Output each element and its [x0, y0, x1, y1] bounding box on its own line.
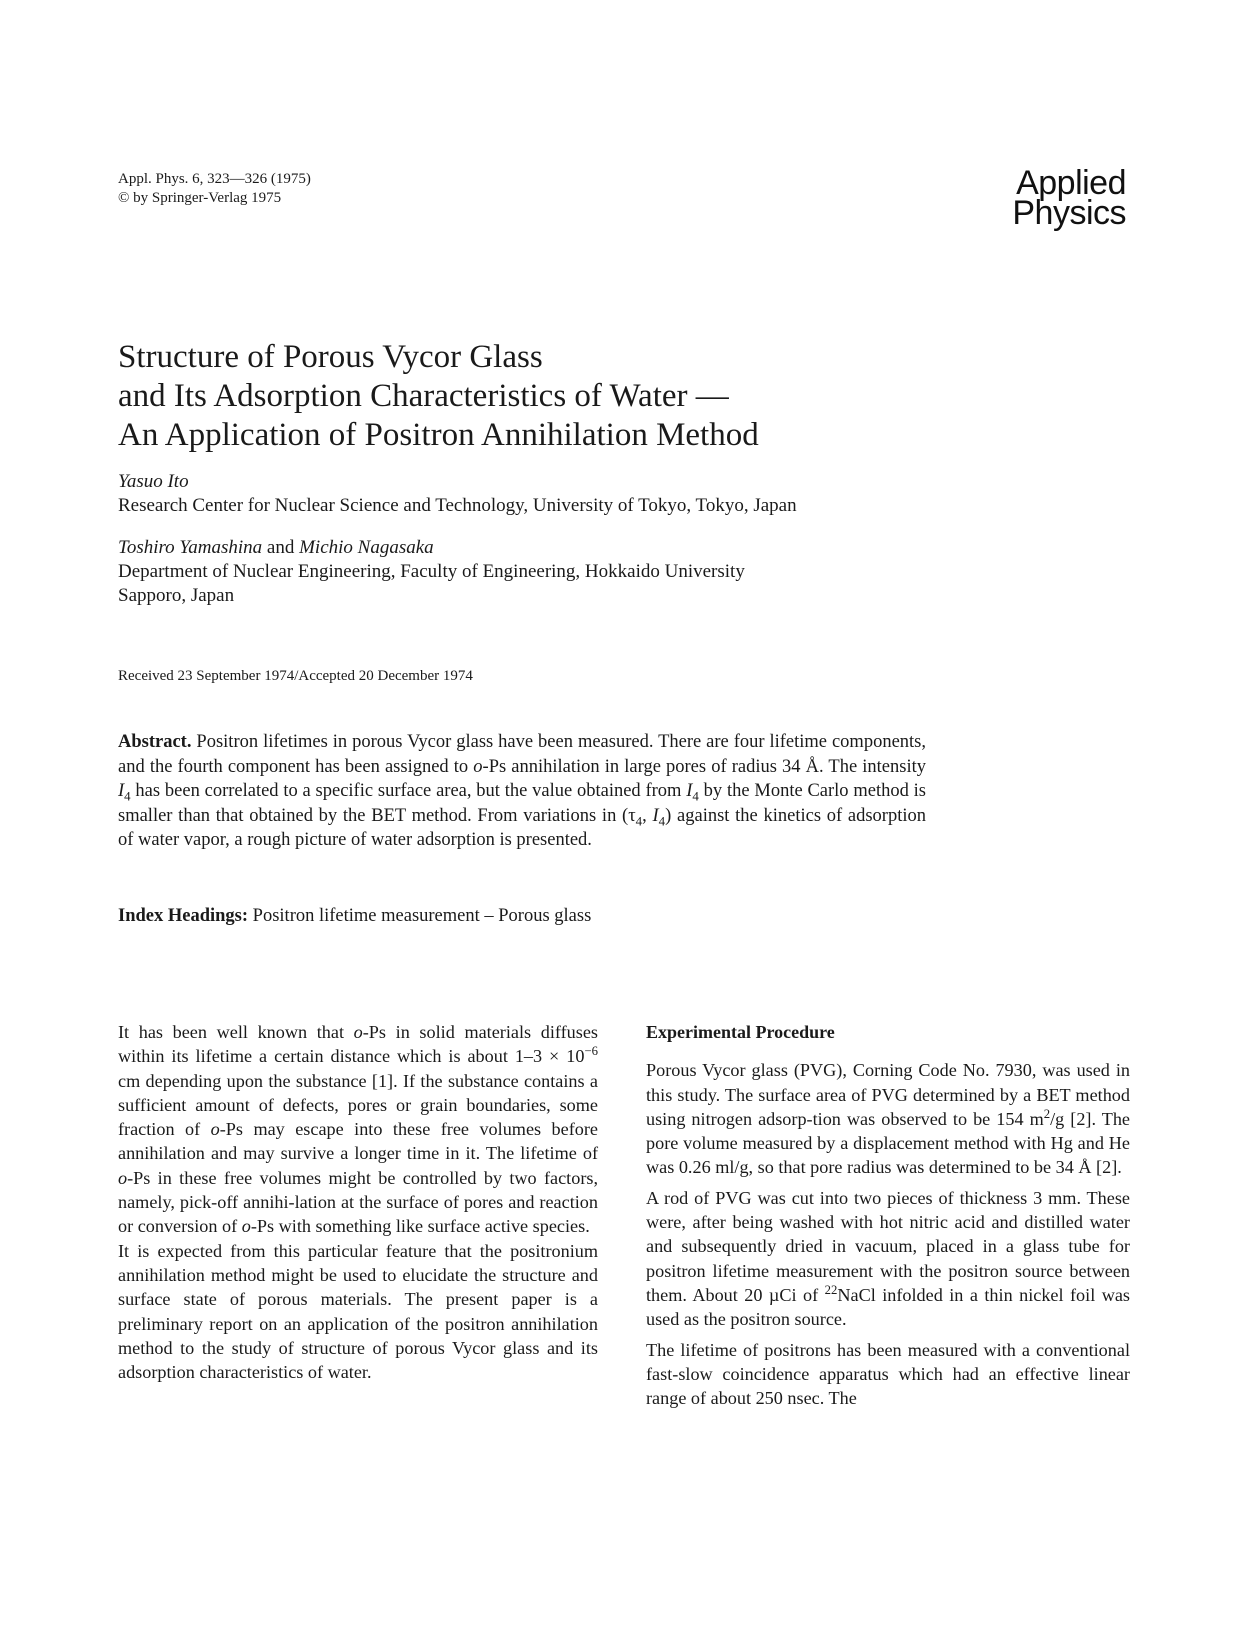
abstract-subscript: 4 [124, 788, 131, 804]
author-conjunction: and [262, 537, 300, 558]
abstract-text: , [642, 805, 653, 826]
body-right-column [646, 1020, 1130, 1416]
title-line: An Application of Positron Annihilation Method [118, 417, 759, 453]
abstract-italic: o [473, 756, 483, 777]
body-left-column [118, 1020, 598, 1384]
author-group-2 [118, 536, 797, 608]
abstract-symbol: I [686, 781, 693, 801]
paper-title [118, 338, 759, 455]
body-paragraph [646, 1186, 1130, 1332]
abstract-text: ) against the kinetics of adsorption of water vapor, a rough picture of water adsorption is presented. [118, 805, 926, 850]
author-name: Yasuo Ito [118, 471, 189, 492]
abstract-subscript: 4 [658, 813, 666, 829]
body-superscript: 22 [824, 1282, 838, 1297]
index-text: Positron lifetime measurement – Porous glass [248, 906, 592, 926]
author-affiliation: Sapporo, Japan [118, 585, 235, 606]
index-headings [118, 906, 591, 927]
abstract-label: Abstract. [118, 732, 192, 752]
journal-logo-line1: Applied [1016, 164, 1126, 202]
journal-logo [1012, 164, 1126, 232]
abstract-subscript: 4 [635, 813, 643, 829]
body-italic: o [353, 1022, 363, 1042]
received-date: Received 23 September 1974/Accepted 20 December 1974 [118, 668, 473, 684]
citation-line: Appl. Phys. 6, 323—326 (1975) [118, 171, 311, 187]
abstract-text: Positron lifetimes in porous Vycor glass have been measured. There are four lifetime components, and the fourth component has been assigned to [118, 732, 926, 777]
abstract-text: has been correlated to a specific surface area, but the value obtained from [130, 781, 687, 801]
author-name: Michio Nagasaka [299, 537, 434, 558]
author-names [118, 536, 797, 560]
abstract-symbol: I [118, 781, 125, 801]
body-text: -Ps with something like surface active species. [250, 1216, 590, 1237]
body-text: /g [2]. The pore volume measured by a displacement method with Hg and He was 0.26 ml/g, so that pore radius was determined to be 34 Å [2]. [646, 1108, 1130, 1178]
copyright-line: © by Springer-Verlag 1975 [118, 190, 282, 206]
body-text: A rod of PVG was cut into two pieces of thickness 3 mm. These were, after being washed with hot nitric acid and distilled water and subsequently dried in vacuum, placed in a glass tube for positron lifetime measurement with the positron source between them. About 20 µCi of [646, 1187, 1130, 1305]
journal-logo-line2: Physics [1012, 194, 1126, 232]
body-text: -Ps may escape into these free volumes before annihilation and may survive a longer time in it. The lifetime of [118, 1119, 599, 1164]
author-name: Toshiro Yamashina [118, 537, 263, 558]
author-affiliation: Department of Nuclear Engineering, Faculty of Engineering, Hokkaido University [118, 561, 745, 582]
authors [118, 470, 797, 626]
body-text: Porous Vycor glass (PVG), Corning Code No. 7930, was used in this study. The surface area of PVG determined by a BET method using nitrogen adsorp-tion was observed to be 154 m [646, 1060, 1130, 1129]
author-group-1 [118, 470, 797, 518]
abstract-text: -Ps annihilation in large pores of radius 34 Å. The intensity [482, 756, 926, 777]
body-italic: o [210, 1119, 220, 1140]
body-text: -Ps in solid materials diffuses within its lifetime a certain distance which is about 1–3 × 10 [118, 1022, 599, 1067]
author-affiliation: Research Center for Nuclear Science and Technology, University of Tokyo, Tokyo, Japan [118, 495, 797, 516]
body-paragraph: The lifetime of positrons has been measured with a conventional fast-slow coincidence apparatus which had an effective linear range of about 250 nsec. The [646, 1339, 1130, 1409]
title-line: Structure of Porous Vycor Glass [118, 339, 543, 375]
index-label: Index Headings: [118, 906, 249, 926]
abstract-subscript: 4 [692, 788, 699, 804]
body-paragraph [118, 1020, 598, 1239]
body-text: cm depending upon the substance [1]. If the substance contains a sufficient amount of defects, pores or grain boundaries, some fraction of [118, 1070, 598, 1140]
abstract-symbol: I [652, 805, 659, 826]
citation [118, 170, 311, 208]
body-text: -Ps in these free volumes might be controlled by two factors, namely, pick-off annihi-lation at the surface of pores and reaction or conversion of [118, 1167, 598, 1237]
body-superscript: 2 [1043, 1106, 1051, 1121]
body-italic: o [118, 1167, 128, 1188]
title-line: and Its Adsorption Characteristics of Water — [118, 378, 729, 414]
body-text: It has been well known that [118, 1022, 354, 1042]
body-text: NaCl infolded in a thin nickel foil was used as the positron source. [646, 1284, 1130, 1330]
abstract-text: by the Monte Carlo method is smaller than that obtained by the BET method. From variations in (τ [118, 781, 926, 826]
body-paragraph [646, 1058, 1130, 1179]
section-heading: Experimental Procedure [646, 1022, 835, 1042]
body-superscript: −6 [584, 1044, 598, 1059]
body-paragraph: It is expected from this particular feature that the positronium annihilation method might be used to elucidate the structure and surface state of porous materials. The present paper is a preliminary report on an application of the positron annihilation method to the study of structure of porous Vycor glass and its adsorption characteristics of water. [118, 1240, 598, 1383]
abstract [118, 730, 926, 853]
body-italic: o [241, 1216, 251, 1237]
